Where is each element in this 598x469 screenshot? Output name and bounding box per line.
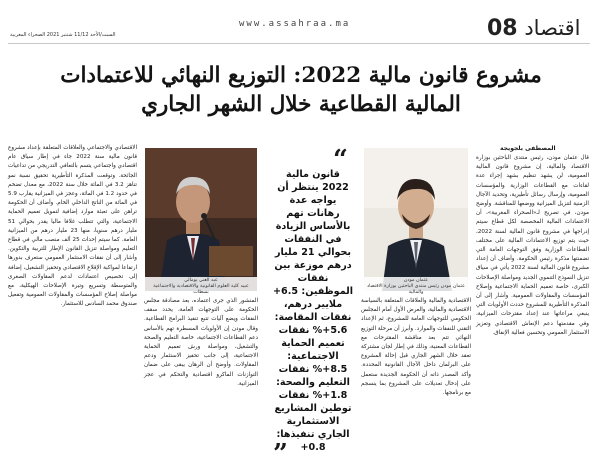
article-headline: مشروع قانون مالية 2022: التوزيع النهائي للاعتمادات المالية القطاعية خلال الشهر الجاري (60, 63, 542, 117)
article-column-2 (361, 297, 471, 462)
article-column-3 (144, 297, 258, 462)
left-caption-text: عبيد كلية العلوم القانونية والاقتصادية والاجتماعية بسطات (153, 284, 249, 295)
column-4-text: الاقتصادي والاجتماعي والعلاقات المتعلقة بإعداد مشروع قانون مالية سنة 2022 جاء في إطار سياق عام اقتصادي واجتماعي يتسم بالتعافي التدريجي من تداعيات الجائحة. وتوقعت المذكرة التأطيرية تحقيق نسبة نمو تناهز 3.2 في المائة خلال سنة 2022، مع معدل تضخم في حدود 1.2 في المائة، وعجز في الميزانية يقارب 5.9 في المائة من الناتج الداخلي الخام. وأضاف أن الحكومة تراهن على تعبئة موارد إضافية لتمويل تعميم الحماية الاجتماعية، والتي تتطلب غلافا ماليا يقدر بحوالي 51 مليار درهم سنويا، منها 23 مليار درهم من الميزانية العامة. كما سيتم إحداث 25 ألف منصب مالي في قطاع التعليم ومواصلة تنزيل القانون الإطار للتربية والتكوين. وأشار إلى أن نفقات الاستثمار العمومي ستعرف بدورها ارتفاعا لمواكبة الإقلاع الاقتصادي وتحفيز التشغيل، إضافة إلى تخصيص اعتمادات لدعم المقاولات الصغرى والمتوسطة وتسريع وتيرة الإصلاحات الهيكلية، مع مواصلة إصلاح المؤسسات والمقاولات العمومية وتفعيل صندوق محمد السادس للاستثمار. (8, 145, 138, 308)
portrait-illustration (364, 148, 468, 291)
article-column-1 (476, 144, 589, 462)
left-photo-caption (145, 277, 257, 295)
portrait-illustration-2 (145, 148, 257, 291)
byline: المصطفى بلجويجة (500, 145, 556, 152)
left-nameplate: عبد الغني يومالي (184, 278, 218, 283)
column-3-text: المنشور الذي جرى اعتماده، بعد مصادقة مجلس الحكومة على التوجهات العامة، يحدد سقف النفقات ويضع آليات تتبع تنفيذ البرامج القطاعية. وقال مودن إن الأولويات المسطرة تهم بالأساس دعم القطاعات الاجتماعية، خاصة التعليم والصحة والتشغيل، ومواصلة ورش تعميم الحماية الاجتماعية، إلى جانب تحفيز الاستثمار ودعم المقاولات. وأوضح أن الرهان يبقى على ضمان التوازنات الماكرو اقتصادية والتحكم في عجز الميزانية. (144, 298, 258, 387)
quote-open-icon: “ (333, 145, 348, 175)
pull-quote (272, 145, 354, 454)
article-column-4 (8, 144, 137, 462)
website-url[interactable]: www.assahraa.ma (239, 19, 351, 29)
pull-quote-text: قانون مالية 2022 ينتظر أن يواجه عدة رهانات تهم بالأساس الزيادة في النفقات بحوالي 21 مليار درهم موزعة بين نفقات الموظفين: 6.5+ ملايير درهم، نفقات المقاصة: 5.6+% نفقات تعميم الحماية الاجتماعية: 8.5+% نفقات التعليم والصحة: 1.8+% نفقات توطين المشاريع الاستثمارية الجاري تنفيذها: 0.8+ (272, 169, 354, 453)
photo-abdelghani-youmani (145, 148, 257, 295)
right-caption-text: عثمان مودن رئيس منتدى الباحثين بوزارة الاقتصاد والمالية (367, 284, 465, 295)
section-name: اقتصاد (524, 16, 581, 40)
column-2-text: الاقتصادية والمالية والعلاقات المتعلقة بالسياسة الاقتصادية والمالية، والعرض الأول أمام المجلس الحكومي للتوجهات العامة للمشروع، ثم الإعداد التقني للنفقات والموارد. وأبرز أن مرحلة التوزيع النهائي تتم بعد مناقشة المقترحات مع القطاعات المعنية، وذلك في إطار لجان مشتركة تعقد خلال الشهر الجاري قبل إحالة المشروع على البرلمان داخل الآجال القانونية المحددة. وأكد المصدر ذاته أن الحكومة الجديدة ستعمل على إدخال تعديلات على المشروع بما ينسجم مع برنامجها. (360, 298, 471, 397)
header-divider (8, 43, 590, 44)
column-1-text: قال عثمان مودن، رئيس منتدى الباحثين بوزارة الاقتصاد والمالية، إن مشروع قانون المالية العمومية، لن يشهد تنظيم بشهد إجراء عدة لقاءات مع القطاعات الوزارية والمؤسسات العمومية، وإرسال رسائل تأطيرية، وتحديد الآجال الزمنية لتنزيل الميزانية ووضعها للمناقشة. وأوضح مودن، في تصريح لـ«الصحراء المغربية»، أن الاعتمادات المالية المخصصة لكل قطاع سيتم إدراجها في مشروع قانون المالية لسنة 2022، حيث يتم توزيع الاعتمادات المالية على مختلف القطاعات الوزارية وفق التوجهات العامة التي تضمنتها مذكرة رئيس الحكومة. وأضاف أن إعداد مشروع قانون المالية لسنة 2022 يأتي في سياق تنزيل النموذج التنموي الجديد ومواصلة الإصلاحات الكبرى، خاصة تعميم الحماية الاجتماعية وإصلاح المؤسسات والمقاولات العمومية. وأشار إلى أن المذكرة التأطيرية للمشروع حددت الأولويات التي ينبغي مراعاتها عند إعداد مقترحات الميزانية، وفي مقدمتها دعم الإنعاش الاقتصادي وتعزيز الاستثمار العمومي وتحسين فعالية الإنفاق. (476, 155, 589, 336)
photo-othmane-moudden (364, 148, 468, 295)
page-number: 08 (487, 16, 518, 41)
issue-date-line: السبت/الأحد 11/12 شتنبر 2021 الصحراء المغربية (10, 32, 116, 38)
right-photo-caption (364, 277, 468, 295)
right-nameplate: عثمان مودن (403, 278, 429, 283)
section-header (481, 16, 580, 41)
quote-close-icon: ” (273, 439, 288, 469)
